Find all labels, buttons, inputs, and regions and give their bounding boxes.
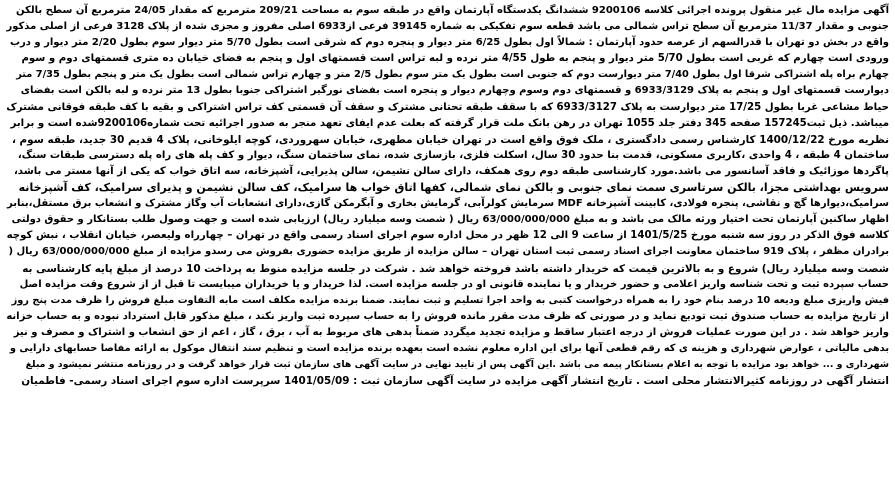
notice-line-15: کلاسه فوق الذکر در روز سه شنبه مورخ 1401/5/25 از ساعت 9 الی 12 ظهر در محل اداره سوم اجرای اسناد رسمی واقع در تهران – چهارراه ولیعصر، خیابان انقلاب ، نبش کوچه: [6, 230, 889, 242]
notice-line-14: اظهار ساکنین آپارتمان تحت اختیار ورثه مالک می باشد و به مبلغ 63/000/000/000 ریال ( شصت وسه میلیارد ریال) ارزیابی شده است و جهت وصول طلب بستانکار و حقوق دولتی: [11, 214, 889, 226]
notice-line-11: پاگردها موزائیک و فاقد آسانسور می باشد.مورد کارشناسی طبقه دوم روی همکف، دارای سالن نشیمن، سالن پذیرایی، آشپزخانه، سه اتاق خواب که یکی از آنها مستر می باشد،: [13, 165, 889, 177]
notice-line-13: سرامیک،دیوارها گچ و نقاشی، پنجره فولادی، کابینت آشپزخانه MDF سرمایش کولرآبی، گرمایش بخاری و آبگرمکن گازی،دارای انشعابات آب وگاز مشترک و انشعاب برق مستقل،بنابر: [7, 198, 889, 210]
notice-line-20: از تاریخ مزایده به حساب صندوق ثبت تودیع نماید و در صورتی که ظرف مدت مقرر مانده فروش را به حساب سپرده ثبت واریز نکند ، مبلغ مذکور قابل استرداد نبوده و به حساب خزانه: [6, 310, 889, 322]
notice-line-12: سرویس بهداشتی مجزا، بالکن سرتاسری سمت نمای جنوبی و بالکن نمای شمالی، کفها اتاق خواب ها سرامیک، کف سالن نشیمن و پذیرای سرامیک، کف آشپزخانه: [18, 181, 889, 195]
notice-line-17: شصت وسه میلیارد ریال) شروع و به بالاترین قیمت که خریدار داشته باشد فروخته خواهد شد . شرکت در جلسه مزایده منوط به پرداخت 10 درصد از مبلغ پایه کارشناسی به: [22, 262, 889, 275]
notice-line-21: واریز خواهد شد . در این صورت عملیات فروش از درجه اعتبار ساقط و مزایده تجدید میگردد ضمناً بدهی های مربوط به آب ، برق ، گاز ، اعم از حق انشعاب و اشتراک و مصرف و نیز: [13, 326, 889, 338]
notice-line-16: برادران مظفر ، پلاک 919 ساختمان معاونت اجرای اسناد رسمی ثبت استان تهران – سالن مزایده از طریق مزایده حضوری بفروش می رسدو مزایده از مبلغ 63/000/000/000 ریال (: [8, 246, 889, 258]
notice-line-7: حیاط مشاعی غربا بطول 17/25 متر دیوارست به پلاک 6933/3127 که با سقف طبقه تحتانی مشترک و سقف آن قسمتی کف تراس اشتراکی و بقیه با کف طبقه فوقانی مشترک: [6, 101, 889, 113]
notice-line-19: فیش واریزی مبلغ ودیعه 10 درصد بنام خود را به همراه درخواست کتبی به واحد اجرا تسلیم و ثبت نمایند. ضمنا برنده مزایده مکلف است مابه التفاوت مبلغ فروش را ظرف مدت پنج روز: [11, 294, 889, 306]
notice-line-6: دیوارست قسمتهای اول و پنجم به پلاک 6933/3129 و قسمتهای دوم وسوم وچهارم دیوار و پنجره است بفضای نورگیر اشتراکی جنوبا بطول 13 متر نرده و لبه بالکن است بفضای: [20, 85, 889, 97]
notice-line-2: جنوبی و مقدار 11/37 مترمربع آن سطح تراس شمالی می باشد قطعه سوم تفکیکی به شماره 39145 فرعی از6933 اصلی مفروز و مجزی شده از پلاک 3128 فرعی از اصلی مذکور: [6, 21, 889, 33]
notice-line-5: چهارم براه پله اشتراکی شرقا اول بطول 7/40 متر دیوارست دوم که جنوبی است بطول یک متر سوم بطول 2/5 متر و چهارم تراس شمالی است بطول یک متر و پنجم بطول 7/35 متر: [16, 69, 889, 81]
notice-line-18: حساب سپرده ثبت و تحت شناسه واریز اعلامی و حضور خریدار و یا نماینده قانونی او در جلسه مزایده است. لذا خریدار و یا خریداران میبایست تا قبل از از شروع وقت مزایده اصل: [19, 278, 889, 290]
notice-line-24: انتشار آگهی در روزنامه کثیرالانتشار محلی است . تاریخ انتشار آگهی مزایده در سایت آگهی سازمان ثبت : 1401/05/09 سرپرست اداره سوم اجرای اسناد رسمی- فاطمیان: [21, 375, 889, 388]
notice-line-22: بدهی مالیاتی ، عوارض شهرداری و هزینه ی که رقم قطعی آنها برای این اداره معلوم نشده است بعهده برنده مزایده است و تنظیم سند انتقال موکول به ارائه مفاصا حسابهای دارایی و: [9, 342, 889, 354]
notice-line-23: شهرداری و ... خواهد بود مزایده با توجه به اعلام بستانکار پیمه می باشد .این آگهی پس از تایید نهایی در سایت آگهی های سازمان ثبت قرار خواهد گرفت و در روزنامه منتشر نمیشود و مبلغ: [25, 359, 889, 371]
notice-line-4: ورودی است چهارم که غربی است بطول 5/70 متر دیوار و پنجم به طول 4/55 متر نرده و لبه تراس است قسمتهای اول و پنجم به فضای خیابان ده متری قسمتهای دوم و سوم: [21, 53, 889, 65]
notice-line-1: آگهی مزایده مال غیر منقول پرونده اجرائی کلاسه 9200106 ششدانگ یکدستگاه آپارتمان واقع در طبقه سوم به مساحت 209/21 مترمربع که مقدار 24/05 مترمربع آن سطح بالکن: [16, 5, 889, 16]
notice-line-8: میباشد. ذیل ثبت157245 صفحه 345 دفتر جلد 1055 تهران در رهن بانک ملت قرار گرفته که بعلت عدم ایفای تعهد منجر به صدور اجرائیه تحت شماره9200106شده است و برابر: [10, 117, 889, 129]
notice-line-9: نظریه مورخ 1400/12/22 کارشناس رسمی دادگستری ، ملک فوق واقع است در تهران خیابان مطهری، خیابان سهروردی، کوچه ایلوخانی، پلاک 4 قدیم 30 جدید، طبقه سوم ،: [11, 133, 889, 146]
notice-line-10: ساختمان 4 طبقه ، 4 واحدی ،کاربری مسکونی، قدمت بنا حدود 30 سال، اسکلت فلزی، بازسازی شده، نمای ساختمان سنگ، دیوار و کف پله های راه پله دسترسی طبقات سنگ،: [17, 149, 889, 161]
notice-line-3: واقع در بخش دو تهران با قدرالسهم از عرصه حدود آپارتمان : شمالاً اول بطول 6/25 متر دیوار و پنجره دوم که شرقی است بطول 5/70 متر دیوار سوم بطول 2/20 متر دیوار و درب: [10, 37, 889, 49]
